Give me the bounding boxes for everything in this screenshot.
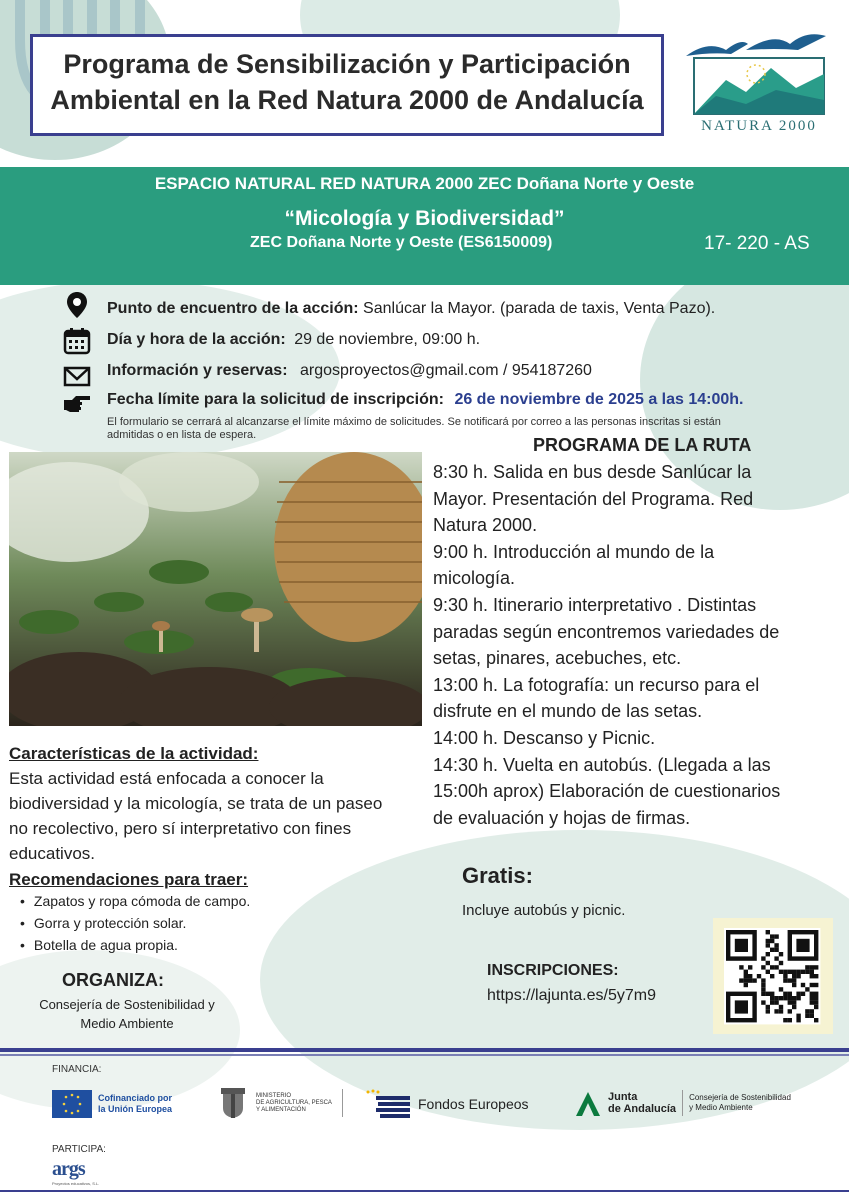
characteristics-line: no recolectivo, pero sí interpretativo con fines [9,819,352,838]
page-title-line2: Ambiental en la Red Natura 2000 de Andalucía [50,85,644,115]
program-line: paradas según encontremos variedades de [433,621,780,642]
financia-label: FINANCIA: [52,1064,102,1075]
organiza-line1: Consejería de Sostenibilidad y [39,997,215,1012]
argos-subtitle: Proyectos educativos, S.L. [52,1181,100,1186]
form-note-line1: El formulario se cerrará al alcanzarse el límite máximo de solicitudes. Se notificará por correo a las personas inscritas si están [107,416,721,428]
program-line: micología. [433,568,516,589]
meeting-point-row [107,300,715,318]
form-note-line2: admitidas o en lista de espera. [107,429,257,441]
program-line: Mayor. Presentación del Programa. Red [433,488,754,509]
ministry-line2: DE AGRICULTURA, PESCA [256,1099,332,1106]
activity-title: “Micología y Biodiversidad” [284,207,565,230]
eu-flag-icon [52,1090,92,1118]
title-box [30,34,664,136]
inscripciones-link[interactable]: https://lajunta.es/5y7m9 [487,987,656,1004]
footer-divider-top [0,1048,849,1052]
calendar-icon [62,326,92,356]
organiza-title: ORGANIZA: [62,970,164,990]
meeting-value: Sanlúcar la Mayor. (parada de taxis, Venta Pazo). [363,300,716,317]
program-line: 8:30 h. Salida en bus desde Sanlúcar la [433,462,752,482]
characteristics-line: biodiversidad y la micología, se trata de un paseo [9,794,383,813]
program-line: setas, pinares, acebuches, etc. [433,648,682,669]
pointing-hand-icon [62,388,92,418]
participa-label: PARTICIPA: [52,1144,106,1155]
junta-line1: Junta [608,1091,638,1103]
recommendation-item: • Zapatos y ropa cómoda de campo. [20,893,250,909]
eu-text-line2: la Unión Europea [98,1104,173,1114]
organiza-line2: Medio Ambiente [80,1016,174,1031]
spain-shield-icon [218,1086,248,1120]
program-line: 9:00 h. Introducción al mundo de la [433,541,715,562]
fondos-europeos-logo [364,1088,529,1120]
deadline-value: 26 de noviembre de 2025 a las 14:00h. [454,391,744,408]
fondos-text: Fondos Europeos [418,1096,529,1112]
ministry-logo [218,1086,343,1120]
eu-text-line1: Cofinanciado por [98,1093,172,1103]
footer-divider-thin [0,1054,849,1056]
natura-2000-logo [686,30,832,140]
date-value: 29 de noviembre, 09:00 h. [294,331,481,348]
contact-row [107,362,592,380]
program-title: PROGRAMA DE LA RUTA [533,435,752,455]
eu-logo [52,1090,172,1118]
program-line: Natura 2000. [433,515,538,536]
footer-divider-bottom [0,1190,849,1192]
consejeria-line1: Consejería de Sostenibilidad [689,1093,791,1102]
mushroom-photo [9,452,422,726]
date-row [107,331,480,349]
recommendation-item: • Botella de agua propia. [20,937,178,953]
gratis-subtitle: Incluye autobús y picnic. [462,902,626,919]
deadline-label: Fecha límite para la solicitud de inscripción: [107,391,444,408]
program-line: 15:00h aprox) Elaboración de cuestionarios [433,781,781,802]
junta-line2: de Andalucía [608,1103,677,1115]
characteristics-line: educativos. [9,844,95,863]
ministry-line1: MINISTERIO [256,1092,292,1099]
argos-logo [52,1158,112,1186]
qr-code[interactable] [713,918,833,1034]
consejeria-line2: y Medio Ambiente [689,1103,753,1112]
argos-wordmark: args [52,1158,85,1180]
gratis-title: Gratis: [462,863,533,888]
zec-code: ZEC Doñana Norte y Oeste (ES6150009) [250,234,553,251]
contact-label: Información y reservas: [107,362,288,379]
page-title-line1: Programa de Sensibilización y Participación [63,49,631,79]
characteristics-title: Características de la actividad: [9,744,259,763]
contact-value[interactable]: argosproyectos@gmail.com / 954187260 [299,362,592,379]
inscripciones-title: INSCRIPCIONES: [487,962,619,979]
recommendations-title: Recomendaciones para traer: [9,870,249,889]
envelope-icon [62,361,92,391]
characteristics-line: Esta actividad está enfocada a conocer la [9,769,324,788]
junta-logo [574,1090,791,1116]
recommendation-item: • Gorra y protección solar. [20,915,186,931]
space-line: ESPACIO NATURAL RED NATURA 2000 ZEC Doñana Norte y Oeste [154,174,695,193]
deadline-row [107,391,743,409]
program-line: 14:00 h. Descanso y Picnic. [433,728,656,748]
meeting-label: Punto de encuentro de la acción: [107,300,359,317]
program-line: disfrute en el mundo de las setas. [433,701,703,722]
location-pin-icon [62,290,92,320]
program-line: 13:00 h. La fotografía: un recurso para el [433,674,760,695]
ministry-line3: Y ALIMENTACIÓN [256,1106,306,1113]
junta-arch-icon [574,1090,602,1116]
natura-logo-text: NATURA 2000 [701,118,817,134]
program-line: 14:30 h. Vuelta en autobús. (Llegada a las [433,754,771,775]
activity-banner [0,167,849,285]
fondos-flag-icon [364,1088,412,1120]
date-label: Día y hora de la acción: [107,331,286,348]
program-line: de evaluación y hojas de firmas. [433,807,691,828]
program-line: 9:30 h. Itinerario interpretativo . Distintas [433,595,757,615]
reference-code: 17- 220 - AS [704,233,810,254]
